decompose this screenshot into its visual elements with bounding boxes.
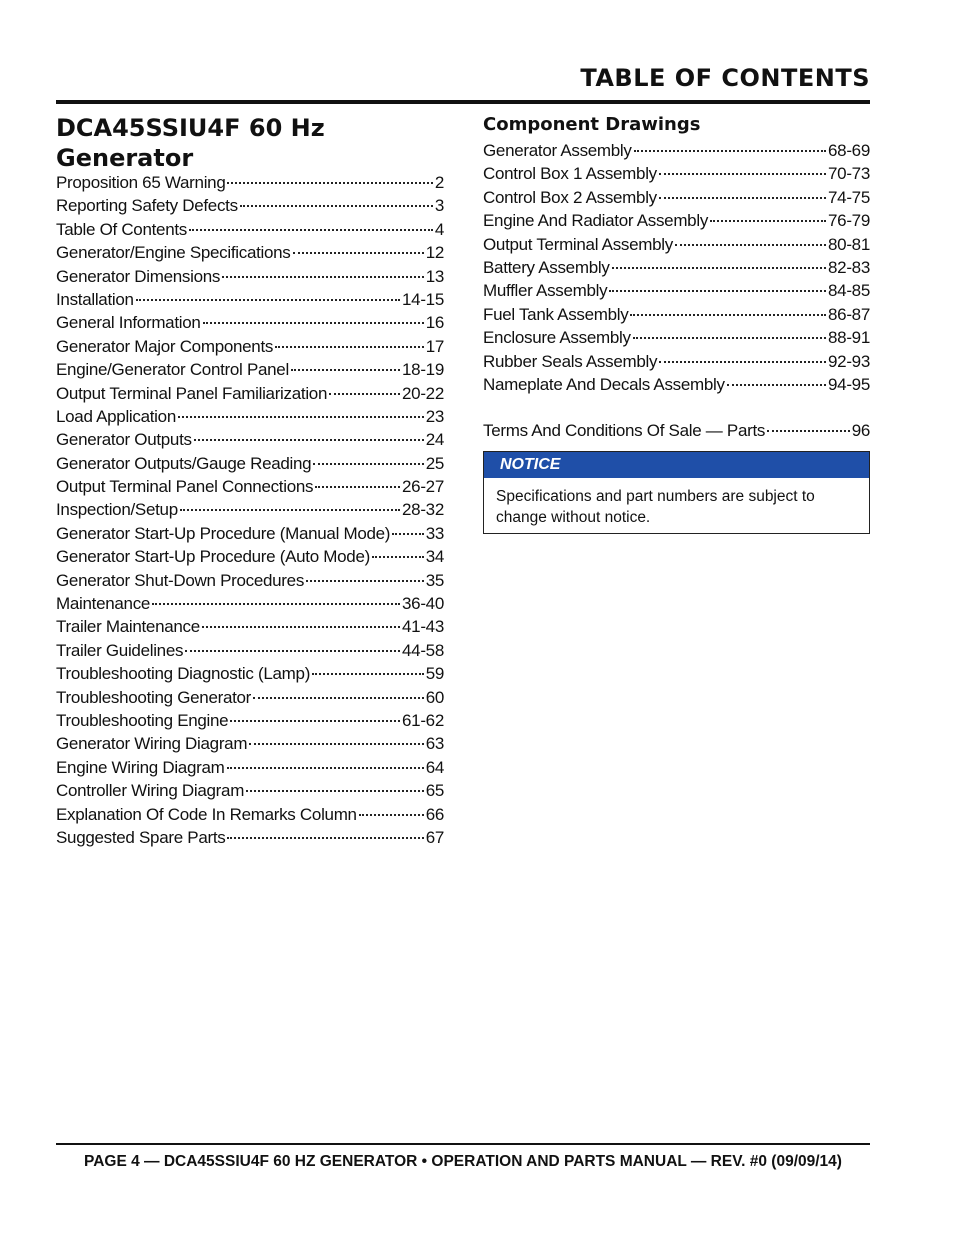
toc-entry[interactable] [56, 454, 444, 477]
toc-entry-page: 76-79 [828, 211, 870, 231]
leader-dots [152, 603, 400, 605]
leader-dots [767, 430, 850, 432]
toc-entry-label: Installation [56, 289, 134, 309]
toc-entry-label: Control Box 2 Assembly [483, 187, 657, 207]
toc-entry-label: Trailer Maintenance [56, 617, 200, 637]
toc-entry-page: 17 [425, 336, 444, 356]
toc-entry-page: 26-27 [402, 477, 444, 497]
leader-dots [194, 439, 424, 441]
toc-entry[interactable] [56, 594, 444, 617]
toc-entry-label: Nameplate And Decals Assembly [483, 374, 725, 394]
page-footer: PAGE 4 — DCA45SSIU4F 60 HZ GENERATOR • OPERATION AND PARTS MANUAL — REV. #0 (09/09/14) [84, 1153, 842, 1170]
toc-entry[interactable] [483, 141, 870, 164]
leader-dots [202, 626, 400, 628]
toc-entry-label: Generator Wiring Diagram [56, 734, 248, 754]
toc-entry-page: 3 [434, 196, 444, 216]
leader-dots [609, 290, 826, 292]
page-header-title: TABLE OF CONTENTS [580, 64, 870, 92]
toc-entry[interactable] [483, 305, 870, 328]
leader-dots [189, 229, 433, 231]
toc-entry-label: Troubleshooting Engine [56, 710, 229, 730]
toc-entry-label: Engine Wiring Diagram [56, 757, 225, 777]
toc-entry-label: Reporting Safety Defects [56, 196, 238, 216]
right-toc-list [483, 141, 870, 398]
toc-entry[interactable] [56, 290, 444, 313]
toc-entry-page: 16 [425, 313, 444, 333]
leader-dots [253, 697, 424, 699]
toc-entry-label: Engine And Radiator Assembly [483, 211, 709, 231]
toc-entry-page: 94-95 [828, 374, 870, 394]
leader-dots [291, 369, 400, 371]
spacer [483, 398, 870, 421]
toc-entry[interactable] [56, 828, 444, 851]
toc-entry[interactable] [56, 477, 444, 500]
toc-entry-label: Suggested Spare Parts [56, 827, 226, 847]
toc-entry[interactable] [56, 571, 444, 594]
leader-dots [633, 337, 826, 339]
leader-dots [306, 580, 424, 582]
toc-entry-label: Generator Major Components [56, 336, 274, 356]
toc-entry-label: Explanation Of Code In Remarks Column [56, 804, 357, 824]
leader-dots [612, 267, 826, 269]
toc-entry-page: 24 [425, 430, 444, 450]
header-divider [56, 100, 870, 104]
toc-entry-page: 86-87 [828, 304, 870, 324]
toc-entry-label: Table Of Contents [56, 219, 187, 239]
leader-dots [313, 463, 423, 465]
leader-dots [293, 252, 424, 254]
leader-dots [227, 767, 424, 769]
toc-entry[interactable] [56, 688, 444, 711]
toc-entry-label: Engine/Generator Control Panel [56, 360, 289, 380]
toc-entry-page: 65 [425, 781, 444, 801]
toc-entry-label: General Information [56, 313, 201, 333]
generator-title-line2: Generator [56, 144, 194, 172]
toc-entry-page: 63 [425, 734, 444, 754]
toc-entry[interactable] [56, 384, 444, 407]
toc-entry[interactable] [56, 337, 444, 360]
leader-dots [275, 346, 424, 348]
toc-entry[interactable] [56, 617, 444, 640]
toc-entry[interactable] [483, 164, 870, 187]
leader-dots [203, 322, 424, 324]
leader-dots [630, 314, 826, 316]
toc-entry-label: Control Box 1 Assembly [483, 164, 657, 184]
toc-entry[interactable] [56, 641, 444, 664]
toc-entry[interactable] [483, 258, 870, 281]
toc-entry-label: Output Terminal Panel Familiarization [56, 383, 328, 403]
toc-entry-label: Terms And Conditions Of Sale — Parts [483, 421, 766, 441]
toc-entry[interactable] [56, 547, 444, 570]
toc-entry-label: Troubleshooting Generator [56, 687, 252, 707]
toc-entry-label: Generator/Engine Specifications [56, 243, 291, 263]
toc-entry[interactable] [483, 188, 870, 211]
toc-entry-page: 92-93 [828, 351, 870, 371]
toc-entry-page: 41-43 [402, 617, 444, 637]
leader-dots [727, 384, 826, 386]
toc-entry-label: Controller Wiring Diagram [56, 781, 245, 801]
toc-entry-page: 66 [425, 804, 444, 824]
toc-entry-page: 14-15 [402, 289, 444, 309]
toc-entry-page: 82-83 [828, 257, 870, 277]
leader-dots [659, 361, 826, 363]
left-column [56, 113, 444, 851]
toc-entry-page: 64 [425, 757, 444, 777]
right-column [483, 113, 870, 534]
toc-entry[interactable] [56, 524, 444, 547]
leader-dots [710, 220, 826, 222]
toc-entry[interactable] [56, 360, 444, 383]
toc-entry-page: 28-32 [402, 500, 444, 520]
generator-title-line1: DCA45SSIU4F 60 Hz [56, 114, 325, 142]
toc-entry-label: Battery Assembly [483, 257, 610, 277]
terms-toc-list [483, 421, 870, 444]
toc-entry-page: 18-19 [402, 360, 444, 380]
leader-dots [227, 182, 432, 184]
toc-entry[interactable] [56, 805, 444, 828]
leader-dots [329, 393, 400, 395]
leader-dots [240, 205, 433, 207]
notice-text: Specifications and part numbers are subject to change without notice. [496, 487, 815, 526]
toc-entry[interactable] [56, 734, 444, 757]
toc-entry-page: 68-69 [828, 141, 870, 160]
toc-entry-page: 44-58 [402, 640, 444, 660]
toc-entry-page: 35 [425, 570, 444, 590]
toc-entry-label: Troubleshooting Diagnostic (Lamp) [56, 664, 311, 684]
toc-entry-label: Generator Dimensions [56, 266, 221, 286]
leader-dots [230, 720, 400, 722]
left-toc-list [56, 173, 444, 851]
toc-entry-page: 67 [425, 827, 444, 847]
toc-entry-label: Load Application [56, 406, 176, 426]
toc-entry-label: Muffler Assembly [483, 281, 608, 301]
leader-dots [392, 533, 424, 535]
toc-entry-page: 20-22 [402, 383, 444, 403]
toc-entry-page: 74-75 [828, 187, 870, 207]
toc-entry-page: 70-73 [828, 164, 870, 184]
toc-entry-label: Output Terminal Panel Connections [56, 477, 314, 497]
leader-dots [222, 276, 424, 278]
toc-entry-page: 2 [434, 173, 444, 192]
toc-entry-label: Generator Outputs [56, 430, 192, 450]
toc-entry-page: 61-62 [402, 710, 444, 730]
leader-dots [372, 556, 424, 558]
toc-entry-label: Maintenance [56, 594, 151, 614]
toc-entry[interactable] [483, 235, 870, 258]
toc-entry[interactable] [56, 196, 444, 219]
toc-entry-label: Trailer Guidelines [56, 640, 184, 660]
leader-dots [659, 197, 826, 199]
toc-entry[interactable] [56, 267, 444, 290]
toc-entry-label: Generator Start-Up Procedure (Auto Mode) [56, 547, 370, 567]
toc-entry-terms[interactable] [483, 421, 870, 444]
leader-dots [136, 299, 400, 301]
toc-entry[interactable] [56, 173, 444, 196]
leader-dots [178, 416, 424, 418]
notice-heading: NOTICE [484, 452, 869, 478]
toc-entry-page: 12 [425, 243, 444, 263]
toc-entry-page: 34 [425, 547, 444, 567]
toc-entry-label: Output Terminal Assembly [483, 234, 673, 254]
toc-entry-label: Generator Outputs/Gauge Reading [56, 453, 312, 473]
toc-entry[interactable] [56, 664, 444, 687]
notice-box [483, 451, 870, 534]
leader-dots [227, 837, 423, 839]
leader-dots [185, 650, 400, 652]
leader-dots [180, 509, 400, 511]
toc-entry-page: 88-91 [828, 328, 870, 348]
toc-entry-page: 59 [425, 664, 444, 684]
toc-entry-page: 60 [425, 687, 444, 707]
leader-dots [312, 673, 424, 675]
toc-entry-label: Proposition 65 Warning [56, 173, 226, 192]
toc-entry-page: 80-81 [828, 234, 870, 254]
leader-dots [675, 244, 826, 246]
toc-entry-label: Fuel Tank Assembly [483, 304, 629, 324]
toc-entry-page: 23 [425, 406, 444, 426]
toc-entry-label: Generator Shut-Down Procedures [56, 570, 305, 590]
toc-entry[interactable] [483, 211, 870, 234]
toc-entry[interactable] [56, 758, 444, 781]
toc-entry-label: Generator Assembly [483, 141, 632, 160]
toc-entry[interactable] [56, 500, 444, 523]
leader-dots [246, 790, 424, 792]
toc-entry-page: 25 [425, 453, 444, 473]
toc-entry-label: Rubber Seals Assembly [483, 351, 658, 371]
toc-entry[interactable] [56, 430, 444, 453]
toc-entry-label: Inspection/Setup [56, 500, 178, 520]
toc-entry[interactable] [56, 220, 444, 243]
footer-divider [56, 1143, 870, 1145]
toc-entry[interactable] [483, 281, 870, 304]
toc-entry-page: 84-85 [828, 281, 870, 301]
toc-entry[interactable] [56, 781, 444, 804]
toc-entry[interactable] [483, 375, 870, 398]
leader-dots [634, 150, 826, 152]
toc-entry[interactable] [483, 328, 870, 351]
leader-dots [315, 486, 400, 488]
toc-entry-page: 33 [425, 523, 444, 543]
toc-entry-page: 13 [425, 266, 444, 286]
toc-entry-label: Enclosure Assembly [483, 328, 631, 348]
toc-entry[interactable] [56, 711, 444, 734]
toc-entry[interactable] [56, 243, 444, 266]
leader-dots [249, 743, 423, 745]
leader-dots [359, 814, 424, 816]
component-drawings-title: Component Drawings [483, 114, 701, 135]
toc-entry-label: Generator Start-Up Procedure (Manual Mode) [56, 523, 391, 543]
toc-entry-page: 4 [434, 219, 444, 239]
toc-entry[interactable] [56, 313, 444, 336]
leader-dots [659, 173, 826, 175]
toc-entry-page: 96 [851, 421, 870, 441]
toc-entry[interactable] [483, 352, 870, 375]
toc-entry-page: 36-40 [402, 594, 444, 614]
toc-entry[interactable] [56, 407, 444, 430]
